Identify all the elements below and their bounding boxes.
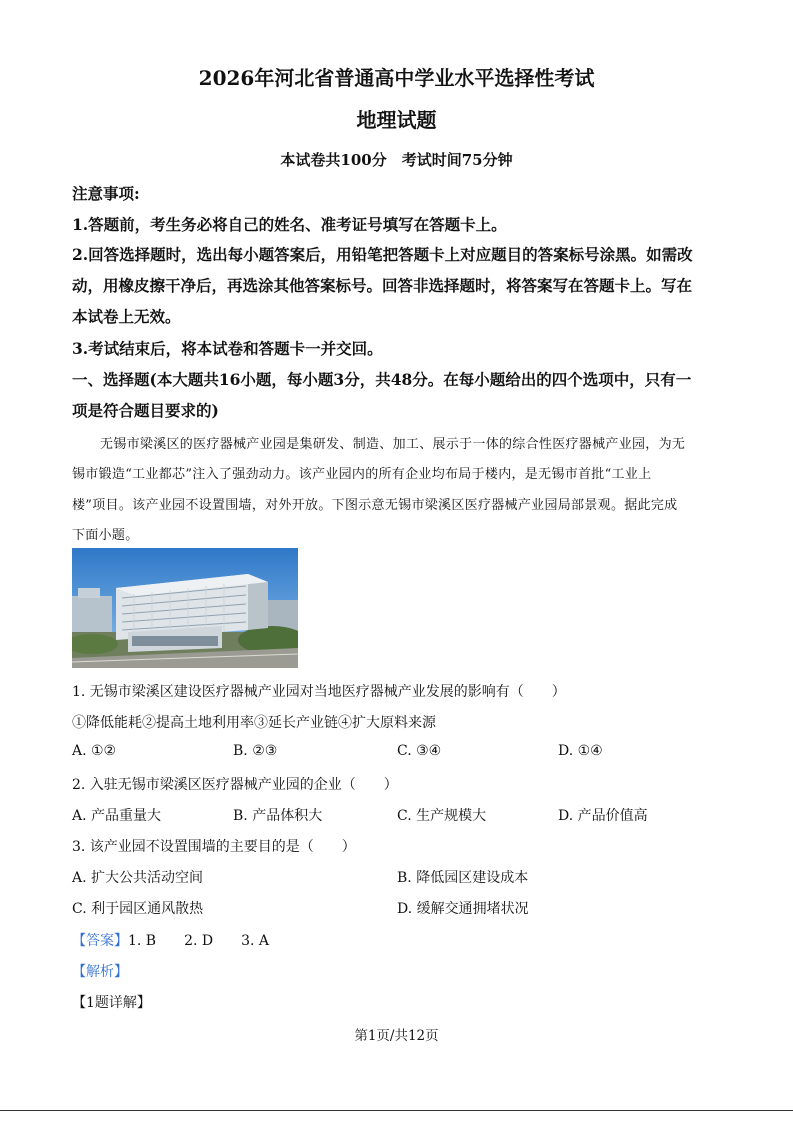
question-1-stem: 1. 无锡市梁溪区建设医疗器械产业园对当地医疗器械产业发展的影响有（ ）	[72, 684, 566, 700]
answer-values: 1. B 2. D 3. A	[128, 933, 270, 949]
question-1-option-b: B. ②③	[233, 743, 278, 759]
question-3-option-a: A. 扩大公共活动空间	[72, 870, 204, 886]
note-item-2-line-2: 动，用橡皮擦干净后，再选涂其他答案标号。回答非选择题时，将答案写在答题卡上。写在	[72, 276, 693, 295]
page-number: 第1页/共12页	[354, 1028, 439, 1044]
note-item-2-line-3: 本试卷上无效。	[72, 307, 181, 326]
note-item-3: 3.考试结束后，将本试卷和答题卡一并交回。	[72, 339, 383, 358]
exam-info: 本试卷共100分 考试时间75分钟	[280, 151, 513, 169]
subject-title: 地理试题	[356, 108, 437, 132]
question-2-option-b: B. 产品体积大	[233, 808, 323, 824]
question-2-option-a: A. 产品重量大	[72, 808, 162, 824]
question-3-stem: 3. 该产业园不设置围墙的主要目的是（ ）	[72, 839, 356, 855]
section-1-heading-line-1: 一、选择题(本大题共16小题，每小题3分，共48分。在每小题给出的四个选项中，只有一	[72, 370, 692, 389]
analysis-detail-1-heading: 【1题详解】	[72, 995, 151, 1011]
notes-heading: 注意事项:	[72, 184, 140, 203]
intro-line-1: 无锡市梁溪区的医疗器械产业园是集研发、制造、加工、展示于一体的综合性医疗器械产业园，为无	[100, 437, 686, 452]
question-1-option-c: C. ③④	[397, 743, 442, 759]
intro-line-4: 下面小题。	[72, 528, 139, 543]
note-item-2-line-1: 2.回答选择题时，选出每小题答案后，用铅笔把答题卡上对应题目的答案标号涂黑。如需改	[72, 245, 693, 264]
intro-line-2: 锡市锻造“工业都芯”注入了强劲动力。该产业园内的所有企业均布局于楼内，是无锡市首批“工业上	[72, 467, 652, 482]
answer-row	[72, 930, 269, 950]
page-bottom-rule	[0, 1110, 793, 1111]
question-2-option-d: D. 产品价值高	[558, 808, 648, 824]
question-2-option-c: C. 生产规模大	[397, 808, 487, 824]
question-1-items: ①降低能耗②提高土地利用率③延长产业链④扩大原料来源	[72, 715, 436, 731]
analysis-label: 【解析】	[72, 964, 128, 980]
exam-title: 2026年河北省普通高中学业水平选择性考试	[198, 66, 595, 90]
intro-line-3: 楼”项目。该产业园不设置围墙，对外开放。下图示意无锡市梁溪区医疗器械产业园局部景观。据此完成	[72, 498, 678, 513]
question-1-option-a: A. ①②	[72, 743, 117, 759]
question-2-stem: 2. 入驻无锡市梁溪区医疗器械产业园的企业（ ）	[72, 777, 398, 793]
question-1-option-d: D. ①④	[558, 743, 603, 759]
answer-label: 【答案】	[72, 933, 128, 949]
note-item-1: 1.答题前，考生务必将自己的姓名、准考证号填写在答题卡上。	[72, 215, 507, 234]
industrial-park-photo	[72, 548, 298, 668]
question-3-option-b: B. 降低园区建设成本	[397, 870, 529, 886]
question-3-option-c: C. 利于园区通风散热	[72, 901, 204, 917]
question-3-option-d: D. 缓解交通拥堵状况	[397, 901, 529, 917]
section-1-heading-line-2: 项是符合题目要求的)	[72, 401, 219, 420]
